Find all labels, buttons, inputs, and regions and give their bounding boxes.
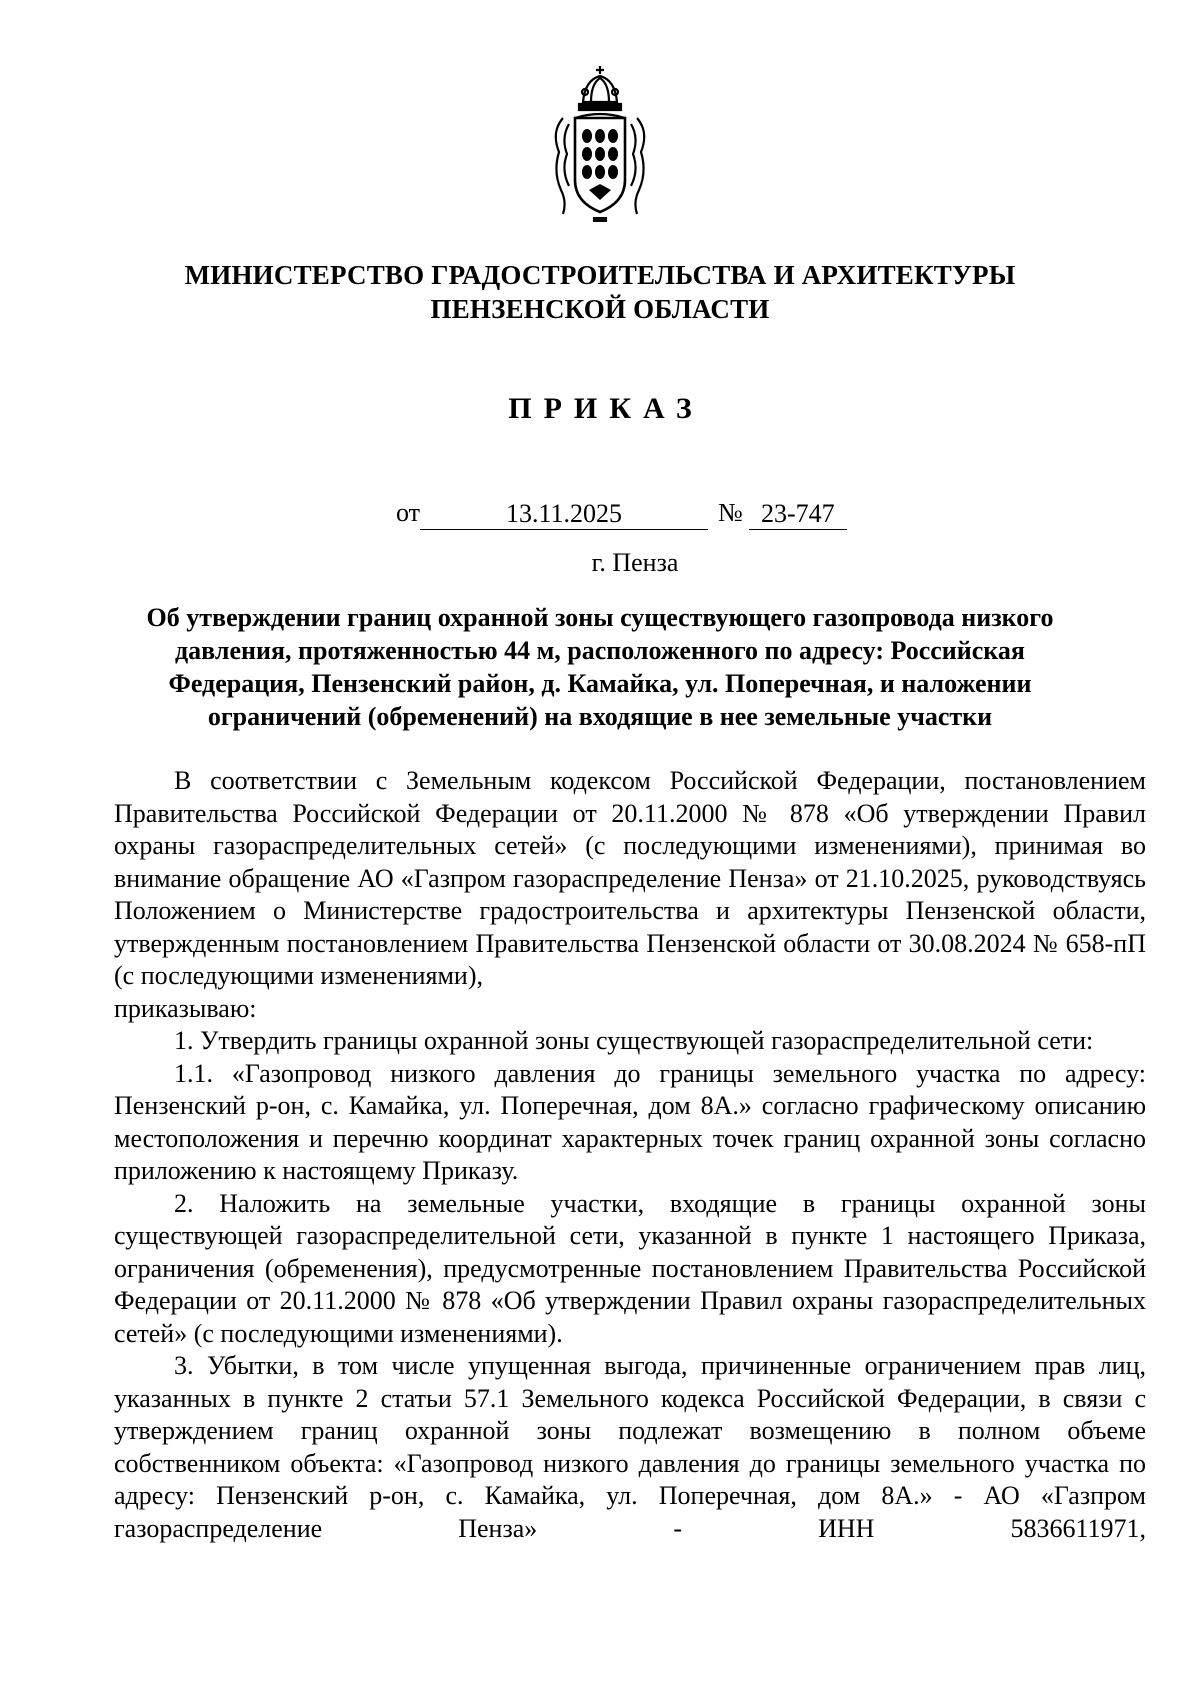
ministry-name-line2: ПЕНЗЕНСКОЙ ОБЛАСТИ	[430, 294, 770, 324]
order-date: 13.11.2025	[420, 499, 708, 530]
order-number: 23-747	[749, 499, 847, 530]
number-sign: №	[718, 498, 743, 527]
order-body	[114, 765, 1146, 1545]
issue-city: г. Пенза	[591, 548, 679, 577]
document-type-title: ПРИКАЗ	[508, 392, 704, 425]
ministry-name	[0, 258, 1200, 326]
item-2-paragraph: 2. Наложить на земельные участки, входящие в границы охранной зоны существующей газораспределительной сети, указанной в пункте 1 настоящего Приказа, ограничения (обременения), предусмотренные постановлением Правительства Российской Федерации от 20.11.2000 № 878 «Об утверждении Правил охраны газораспределительных сетей» (с последующими изменениями).	[114, 1188, 1146, 1348]
order-subject: Об утверждении границ охранной зоны существующего газопровода низкого давления, протяженностью 44 м, расположенного по адресу: Российская Федерация, Пензенский район, д. Камайка, ул. Поперечная, и наложении ограничений (обременений) на входящие в нее земельные участки	[146, 603, 1054, 731]
date-prefix: от	[396, 498, 421, 527]
item-1-paragraph: 1. Утвердить границы охранной зоны существующей газораспределительной сети:	[174, 1026, 1094, 1055]
ministry-name-line1: МИНИСТЕРСТВО ГРАДОСТРОИТЕЛЬСТВА И АРХИТЕКТУРЫ	[184, 260, 1016, 290]
item-3-paragraph: 3. Убытки, в том числе упущенная выгода, причиненные ограничением прав лиц, указанных в пункте 2 статьи 57.1 Земельного кодекса Российской Федерации, в связи с утверждением границ охранной зоны подлежат возмещению в полном объеме собственником объекта: «Газопровод низкого давления до границы земельного участка по адресу: Пензенский р-он, с. Камайка, ул. Поперечная, дом 8А.» - АО «Газпром газораспределение Пенза» - ИНН 5836611971,	[114, 1351, 1146, 1543]
coat-of-arms-icon	[545, 62, 655, 227]
item-1-1-paragraph: 1.1. «Газопровод низкого давления до границы земельного участка по адресу: Пензенский р-он, с. Камайка, ул. Поперечная, дом 8А.» согласно графическому описанию местоположения и перечню координат характерных точек границ охранной зоны согласно приложению к настоящему Приказу.	[114, 1058, 1146, 1185]
order-word: приказываю:	[114, 993, 257, 1023]
order-date-number-line	[396, 496, 847, 530]
preamble-paragraph: В соответствии с Земельным кодексом Российской Федерации, постановлением Правительства Российской Федерации от 20.11.2000 № 878 «Об утверждении Правил охраны газораспределительных сетей» (с последующими изменениями), принимая во внимание обращение АО «Газпром газораспределение Пенза» от 21.10.2025, руководствуясь Положением о Министерстве градостроительства и архитектуры Пензенской области, утвержденным постановлением Правительства Пензенской области от 30.08.2024 № 658-пП (с последующими изменениями),	[114, 766, 1146, 990]
